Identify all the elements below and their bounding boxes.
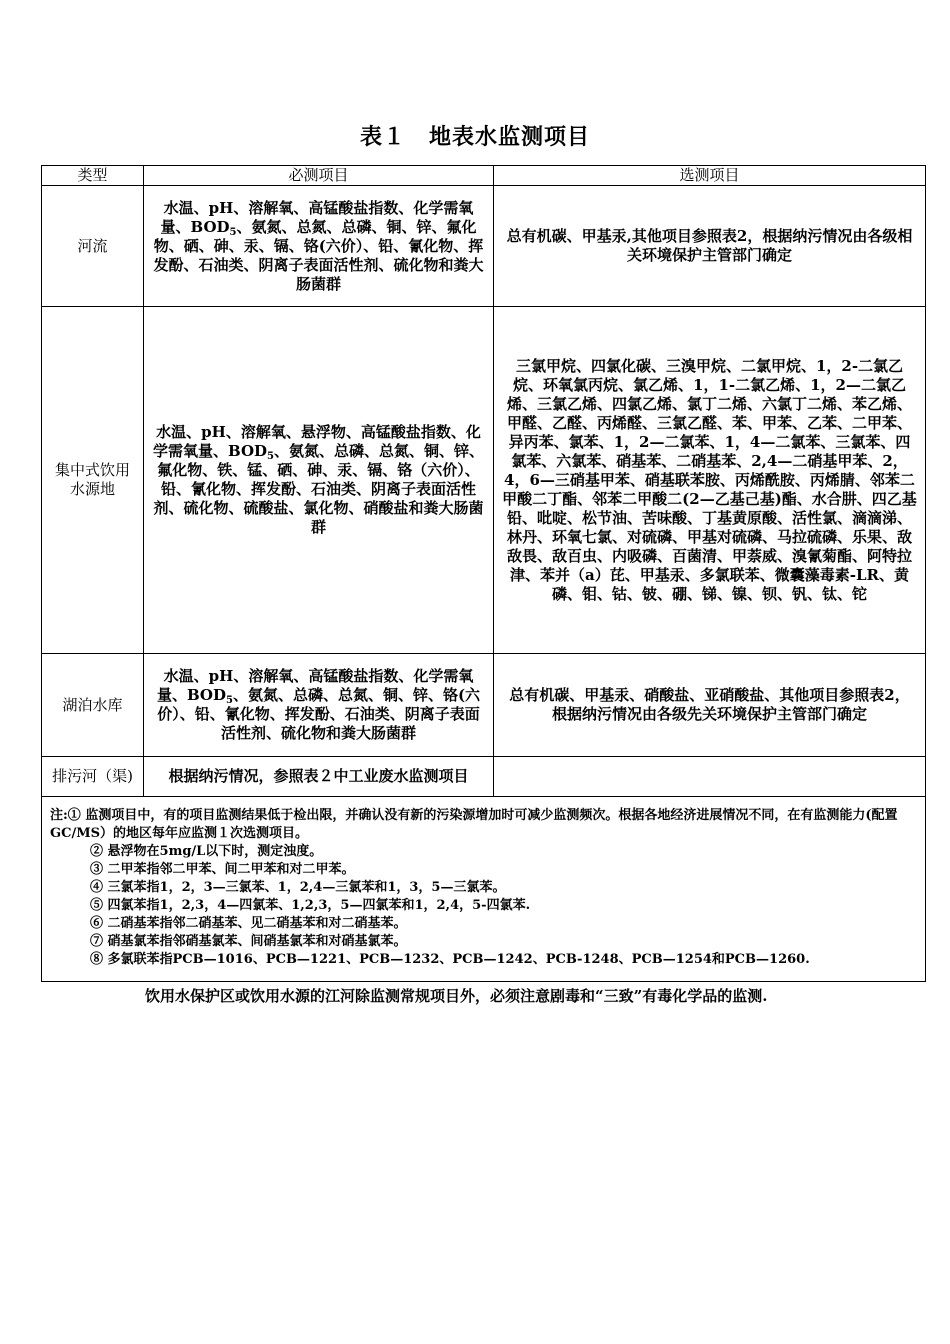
row-required [144,186,494,307]
notes-cell [42,797,926,982]
header-optional: 选测项目 [494,166,926,186]
notes-row [42,797,926,982]
row-optional: 总有机碳、甲基汞、硝酸盐、亚硝酸盐、其他项目参照表2，根据纳污情况由各级先关环境保护主管部门确定 [494,654,926,757]
required-text-b: 、氨氮、总氮、总磷、铜、锌、氟化物、硒、砷、汞、镉、铬(六价）、铅、氰化物、挥发酚、石油类、阴离子表面活性剂、硫化物和粪大肠菌群 [153,217,484,293]
required-text-a: 根据纳污情况，参照表２中工业废水监测项目 [168,767,469,785]
table-row [42,186,926,307]
row-optional [494,757,926,797]
header-required: 必测项目 [144,166,494,186]
row-type: 湖泊水库 [42,654,144,757]
table-header-row [42,166,926,186]
row-required [144,307,494,654]
required-subscript: 5 [229,226,237,238]
row-required [144,757,494,797]
required-subscript: 5 [267,451,274,462]
table-row [42,307,926,654]
page-title: 表１ 地表水监测项目 [359,124,590,150]
required-text-b: 、氨氮、总磷、总氮、铜、锌、铬(六价）、铅、氰化物、挥发酚、石油类、阴离子表面活性剂、硫化物和粪大肠菌群 [157,686,481,742]
note-7: ⑦ 硝基氯苯指邻硝基氯苯、间硝基氯苯和对硝基氯苯。 [90,934,407,949]
note-5: ⑤ 四氯苯指1，2,3，4—四氯苯、1,2,3，5—四氯苯和1，2,4，5-四氯苯. [90,898,531,913]
note-1: 注:① 监测项目中，有的项目监测结果低于检出限，并确认没有新的污染源增加时可减少监测频次。根据各地经济进展情况不同，在有监测能力(配置GC/MS）的地区每年应监测１次选测项目。 [50,808,898,841]
note-4: ④ 三氯苯指1，2，3—三氯苯、1，2,4—三氯苯和1，3，5—三氯苯。 [90,880,506,895]
row-type: 集中式饮用水源地 [42,307,144,654]
required-text-a: 水温、pH、溶解氧、悬浮物、高锰酸盐指数、化学需氧量、BOD [152,423,481,460]
required-text-a: 水温、pH、溶解氧、高锰酸盐指数、化学需氧量、BOD [160,198,474,236]
monitoring-table [41,165,926,982]
required-text-a: 水温、pH、溶解氧、高锰酸盐指数、化学需氧量、BOD [156,667,474,704]
header-type: 类型 [42,166,144,186]
required-text-b: 、氨氮、总磷、总氮、铜、锌、氟化物、铁、锰、硒、砷、汞、镉、铬（六价）、铅、氰化物、挥发酚、石油类、阴离子表面活性剂、硫化物、硫酸盐、氯化物、硝酸盐和粪大肠菌群 [153,442,485,536]
footer-paragraph: 饮用水保护区或饮用水源的江河除监测常规项目外，必须注意剧毒和“三致”有毒化学品的监测. [145,987,768,1005]
row-optional: 三氯甲烷、四氯化碳、三溴甲烷、二氯甲烷、1，2-二氯乙烷、环氧氯丙烷、氯乙烯、1，1-二氯乙烯、1，2—二氯乙烯、三氯乙烯、四氯乙烯、氯丁二烯、六氯丁二烯、苯乙烯、甲醛、乙醛、丙烯醛、三氯乙醛、苯、甲苯、乙苯、二甲苯、异丙苯、氯苯、1，2—二氯苯、1，4—二氯苯、三氯苯、四氯苯、六氯苯、硝基苯、二硝基苯、2,4—二硝基甲苯、2，4，6—三硝基甲苯、硝基联苯胺、丙烯酰胺、丙烯腈、邻苯二甲酸二丁酯、邻苯二甲酸二(2—乙基己基)酯、水合肼、四乙基铅、吡啶、松节油、苦味酸、丁基黄原酸、活性氯、滴滴涕、林丹、环氧七氯、对硫磷、甲基对硫磷、马拉硫磷、乐果、敌敌畏、敌百虫、内吸磷、百菌清、甲萘威、溴氰菊酯、阿特拉津、苯并（a）芘、甲基汞、多氯联苯、微囊藻毒素-LR、黄磷、钼、钴、铍、硼、锑、镍、钡、钒、钛、铊 [494,307,926,654]
row-required [144,654,494,757]
note-6: ⑥ 二硝基苯指邻二硝基苯、见二硝基苯和对二硝基苯。 [90,916,407,931]
table-row [42,757,926,797]
table-row [42,654,926,757]
note-8: ⑧ 多氯联苯指PCB—1016、PCB—1221、PCB—1232、PCB—1242、PCB-1248、PCB—1254和PCB—1260. [90,952,810,967]
required-subscript: 5 [225,695,233,706]
note-2: ② 悬浮物在5mg/L以下时，测定浊度。 [90,844,323,859]
row-optional: 总有机碳、甲基汞,其他项目参照表2，根据纳污情况由各级相关环境保护主管部门确定 [494,186,926,307]
note-3: ③ 二甲苯指邻二甲苯、间二甲苯和对二甲苯。 [90,862,355,877]
row-type: 河流 [42,186,144,307]
row-type: 排污河（渠) [42,757,144,797]
